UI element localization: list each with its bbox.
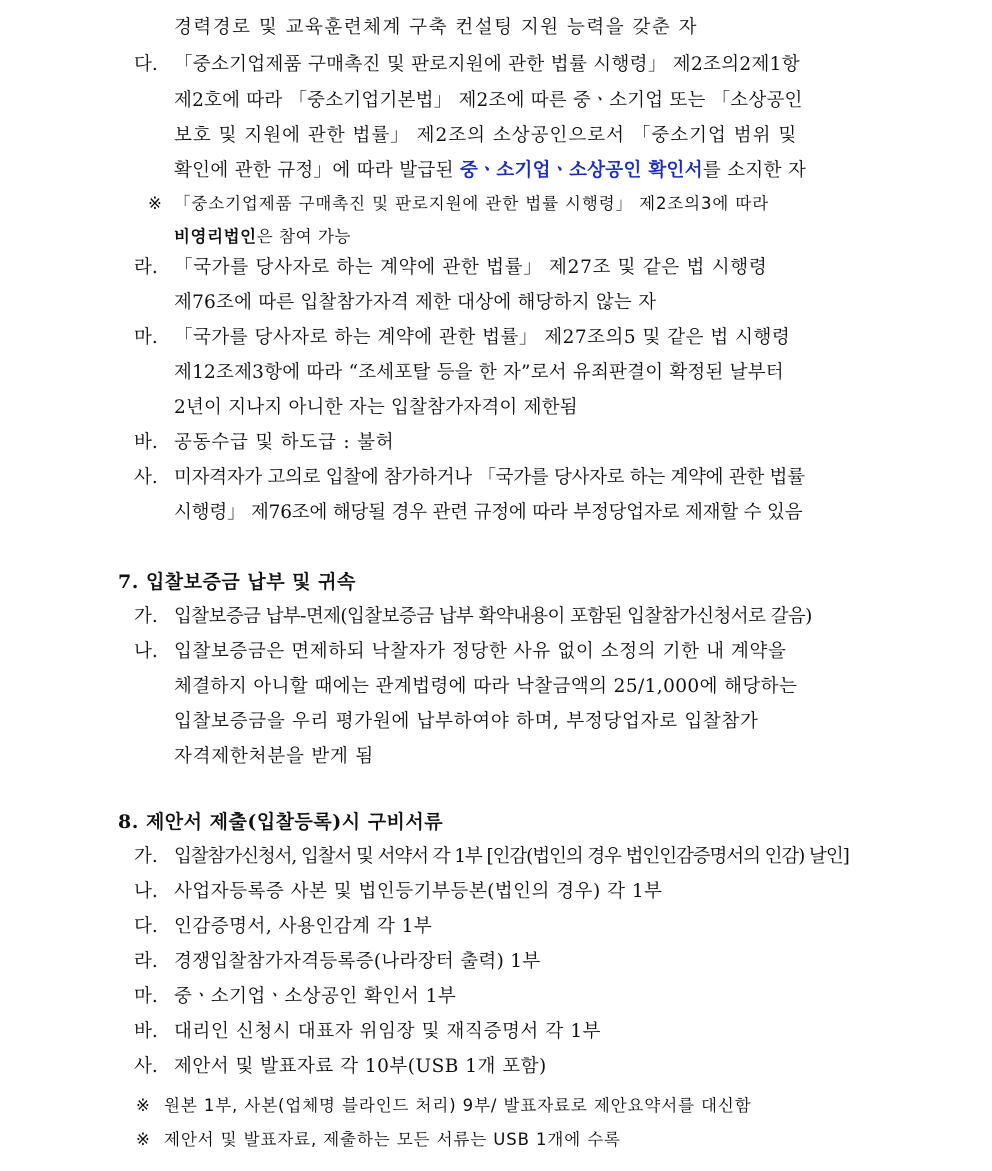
section8-note-text: 제안서 및 발표자료, 제출하는 모든 서류는 USB 1개에 수록 bbox=[164, 1130, 621, 1149]
section8-item-text: 중ㆍ소기업ㆍ소상공인 확인서 1부 bbox=[174, 986, 457, 1007]
section7-title: 7. 입찰보증금 납부 및 귀속 bbox=[118, 571, 356, 593]
item-da-marker: 다. bbox=[134, 54, 158, 75]
section7-na-line1: 입찰보증금은 면제하되 낙찰자가 정당한 사유 없이 소정의 기한 내 계약을 bbox=[174, 641, 787, 662]
item-da-highlight: 중ㆍ소기업ㆍ소상공인 확인서 bbox=[459, 160, 703, 181]
item-da-line2: 제2호에 따라 「중소기업기본법」 제2조에 따른 중ㆍ소기업 또는 「소상공인 bbox=[174, 90, 803, 111]
item-ra-marker: 라. bbox=[134, 257, 158, 278]
section7-na-marker: 나. bbox=[134, 641, 158, 662]
item-da-line1: 「중소기업제품 구매촉진 및 판로지원에 관한 법률 시행령」 제2조의2제1항 bbox=[174, 54, 800, 75]
section8-note-mark: ※ bbox=[136, 1130, 151, 1149]
section7-ga-line1: 입찰보증금 납부-면제(입찰보증금 납부 확약내용이 포함된 입찰참가신청서로 갈음) bbox=[174, 606, 812, 627]
section8-note-text: 원본 1부, 사본(업체명 블라인드 처리) 9부/ 발표자료로 제안요약서를 대신함 bbox=[164, 1096, 752, 1115]
note-nonprofit-line2 bbox=[174, 225, 351, 249]
item-sa-line2: 시행령」 제76조에 해당될 경우 관련 규정에 따라 부정당업자로 제재할 수 있음 bbox=[174, 502, 803, 523]
section7-na-line2: 체결하지 아니할 때에는 관계법령에 따라 낙찰금액의 25/1,000에 해당하는 bbox=[174, 676, 798, 697]
section8-title: 8. 제안서 제출(입찰등록)시 구비서류 bbox=[118, 811, 444, 833]
section8-item-marker: 라. bbox=[134, 951, 158, 972]
item-ba-line1: 공동수급 및 하도급 : 불허 bbox=[174, 432, 395, 453]
section8-item-marker: 바. bbox=[134, 1021, 158, 1042]
section7-na-line3: 입찰보증금을 우리 평가원에 납부하여야 하며, 부정당업자로 입찰참가 bbox=[174, 711, 759, 732]
section8-item-text: 경쟁입찰참가자격등록증(나라장터 출력) 1부 bbox=[174, 951, 541, 972]
section8-item-marker: 나. bbox=[134, 881, 158, 902]
item-ra-line2: 제76조에 따른 입찰참가자격 제한 대상에 해당하지 않는 자 bbox=[174, 292, 657, 313]
section7-ga-marker: 가. bbox=[134, 606, 158, 627]
note-nonprofit-rest: 은 참여 가능 bbox=[256, 227, 352, 246]
section7-na-line4: 자격제한처분을 받게 됨 bbox=[174, 746, 375, 767]
note-nonprofit-mark: ※ bbox=[148, 194, 163, 213]
section8-item-text: 대리인 신청시 대표자 위임장 및 재직증명서 각 1부 bbox=[174, 1021, 602, 1042]
note-nonprofit-bold: 비영리법인 bbox=[174, 227, 257, 246]
section8-item-marker: 가. bbox=[134, 846, 158, 867]
section8-item-text: 입찰참가신청서, 입찰서 및 서약서 각 1부 [인감(법인의 경우 법인인감증명서의 인감) 날인] bbox=[174, 846, 849, 867]
section8-note-mark: ※ bbox=[136, 1096, 151, 1115]
item-ra-line1: 「국가를 당사자로 하는 계약에 관한 법률」 제27조 및 같은 법 시행령 bbox=[174, 257, 768, 278]
item-ba-marker: 바. bbox=[134, 432, 158, 453]
section8-item-text: 제안서 및 발표자료 각 10부(USB 1개 포함) bbox=[174, 1056, 547, 1077]
item-ma-marker: 마. bbox=[134, 327, 158, 348]
note-nonprofit-line1: 「중소기업제품 구매촉진 및 판로지원에 관한 법률 시행령」 제2조의3에 따라 bbox=[174, 194, 770, 213]
section8-item-text: 사업자등록증 사본 및 법인등기부등본(법인의 경우) 각 1부 bbox=[174, 881, 663, 902]
item-da-line4-post: 를 소지한 자 bbox=[702, 160, 807, 181]
intro-line: 경력경로 및 교육훈련체계 구축 컨설팅 지원 능력을 갖춘 자 bbox=[174, 17, 698, 38]
section8-item-marker: 마. bbox=[134, 986, 158, 1007]
section8-item-marker: 사. bbox=[134, 1056, 158, 1077]
item-da-line3: 보호 및 지원에 관한 법률」 제2조의 소상공인으로서 「중소기업 범위 및 bbox=[174, 125, 798, 146]
item-ma-line3: 2년이 지나지 아니한 자는 입찰참가자격이 제한됨 bbox=[174, 397, 578, 418]
item-ma-line2: 제12조제3항에 따라 “조세포탈 등을 한 자”로서 유죄판결이 확정된 날부터 bbox=[174, 362, 784, 383]
section8-item-marker: 다. bbox=[134, 916, 158, 937]
item-sa-marker: 사. bbox=[134, 467, 158, 488]
item-da-line4 bbox=[174, 159, 806, 183]
item-da-line4-pre: 확인에 관한 규정」에 따라 발급된 bbox=[174, 160, 460, 181]
item-ma-line1: 「국가를 당사자로 하는 계약에 관한 법률」 제27조의5 및 같은 법 시행령 bbox=[174, 327, 791, 348]
item-sa-line1: 미자격자가 고의로 입찰에 참가하거나 「국가를 당사자로 하는 계약에 관한 법률 bbox=[174, 467, 805, 488]
section8-item-text: 인감증명서, 사용인감계 각 1부 bbox=[174, 916, 433, 937]
